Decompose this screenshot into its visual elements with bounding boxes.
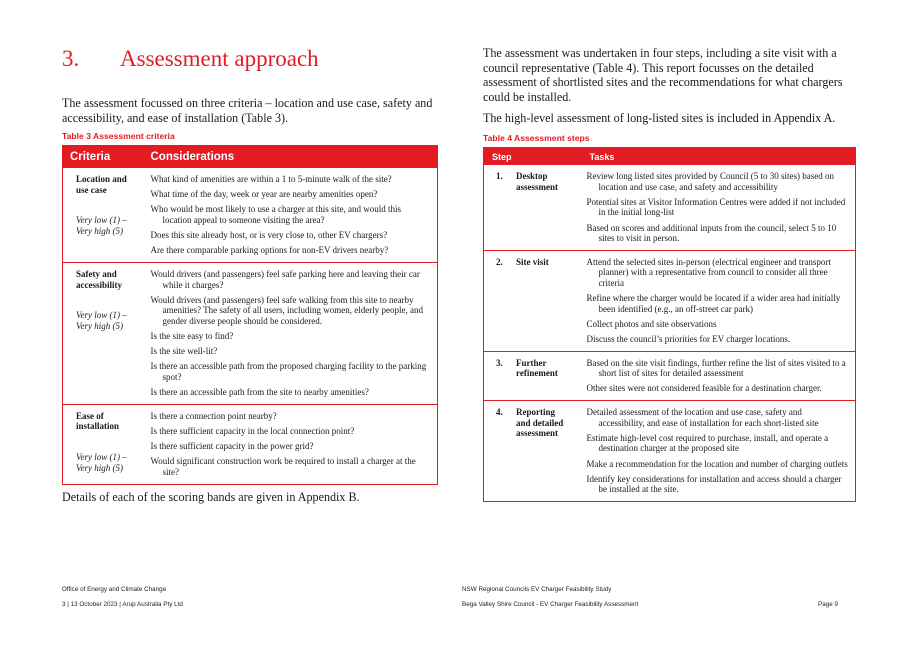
step-row-desktop — [484, 165, 856, 250]
criteria-cell — [63, 404, 144, 484]
consideration-item: What kind of amenities are within a 1 to 5-minute walk of the site? — [150, 174, 392, 184]
step-number: 3. — [496, 357, 503, 368]
tasks-cell — [582, 351, 856, 400]
consideration-item: Is there a connection point nearby? — [150, 410, 277, 421]
consideration-item: Is there sufficient capacity in the local connection point? — [150, 426, 355, 437]
step-name: Desktop assessment — [516, 171, 558, 192]
task-item: Make a recommendation for the location and number of charging outlets — [586, 458, 848, 469]
consideration-item: Does this site already host, or is very close to, other EV chargers? — [150, 230, 388, 241]
criteria-scale: Very low (1) – Very high (5) — [76, 310, 127, 331]
task-item: Potential sites at Visitor Information Centres were added if not included in the initial long-list — [586, 196, 846, 218]
section-title: Assessment approach — [120, 46, 319, 71]
table3-caption: Table 3 Assessment criteria — [62, 131, 175, 141]
criteria-row-location — [63, 168, 438, 262]
task-item: Estimate high-level cost required to purchase, install, and operate a destination charger at the proposed site — [586, 432, 829, 454]
step-cell — [484, 401, 582, 502]
step-name: Site visit — [516, 256, 549, 267]
criteria-name: Location and use case — [76, 174, 127, 195]
criteria-header: Criteria — [63, 146, 144, 169]
task-item: Based on scores and additional inputs from the council, select 5 to 10 sites to visit in person. — [586, 222, 837, 244]
criteria-name: Ease of installation — [76, 410, 120, 432]
consideration-item: Is there an accessible path from the proposed charging facility to the parking spot? — [150, 361, 427, 383]
section-number: 3. — [62, 46, 80, 71]
footer-date: 3 | 13 October 2023 | Arup Australia Pty Ltd — [62, 601, 183, 608]
criteria-scale: Very low (1) – Very high (5) — [76, 215, 127, 236]
table3-header-row — [63, 146, 438, 169]
step-cell — [484, 250, 582, 351]
tasks-cell — [582, 165, 856, 250]
step-header: Step — [484, 148, 582, 166]
page-number: Page 9 — [818, 601, 838, 608]
step-name: Further refinement — [516, 357, 558, 379]
task-item: Based on the site visit findings, further refine the list of sites visited to a short list of sites for detailed assessment — [586, 357, 846, 379]
task-item: Collect photos and site observations — [586, 318, 717, 329]
footer-client: Office of Energy and Climate Change — [62, 586, 167, 593]
step-cell — [484, 165, 582, 250]
step-cell — [484, 351, 582, 400]
criteria-row-installation — [63, 404, 438, 484]
consideration-item: Would significant construction work be required to install a charger at the site? — [150, 456, 416, 477]
consideration-item: Is the site easy to find? — [150, 331, 234, 342]
step-number: 2. — [496, 256, 503, 267]
criteria-cell — [63, 262, 144, 404]
step-name: Reporting and detailed assessment — [516, 407, 564, 439]
consideration-item: Is there sufficient capacity in the power grid? — [150, 441, 314, 452]
task-item: Discuss the council’s priorities for EV charger locations. — [586, 334, 791, 345]
task-item: Identify key considerations for installation and access should a charger be installed at the site. — [586, 473, 842, 495]
step-row-reporting — [484, 401, 856, 502]
consideration-item: Would drivers (and passengers) feel safe parking here and leaving their car while it charges? — [150, 268, 420, 290]
consideration-item: Would drivers (and passengers) feel safe walking from this site to nearby amenities? The safety of all users, including women, elderly people, and gender diverse people should be considered. — [150, 294, 424, 326]
section-heading — [62, 46, 319, 72]
step-row-site-visit — [484, 250, 856, 351]
consideration-item: Is there an accessible path from the site to nearby amenities? — [150, 387, 369, 398]
considerations-cell — [144, 262, 438, 404]
tasks-header: Tasks — [582, 148, 856, 166]
step-number: 1. — [496, 171, 503, 181]
considerations-header: Considerations — [144, 146, 438, 169]
intro-paragraph: The assessment focussed on three criteria – location and use case, safety and accessibility, and ease of installation (Table 3). — [62, 96, 433, 125]
task-item: Review long listed sites provided by Council (5 to 30 sites) based on location and use case, and safety and accessibility — [586, 171, 834, 192]
consideration-item: Who would be most likely to use a charger at this site, and would this location appeal to someone visiting the area? — [150, 204, 402, 225]
step-row-refinement — [484, 351, 856, 400]
footer-study-title: NSW Regional Councils EV Charger Feasibility Study — [462, 586, 612, 593]
assessment-steps-table — [483, 147, 856, 502]
task-item: Refine where the charger would be located if a wider area had initially been identified (e.g., an off-street car park) — [586, 293, 841, 314]
assessment-criteria-table — [62, 145, 438, 485]
criteria-scale: Very low (1) – Very high (5) — [76, 452, 127, 473]
tasks-cell — [582, 250, 856, 351]
steps-intro-paragraph: The assessment was undertaken in four steps, including a site visit with a council representative (Table 4). This report focusses on the detailed assessment of shortlisted sites and the recommendations for what chargers could be installed. — [483, 46, 843, 104]
table4-header-row — [484, 148, 856, 166]
consideration-item: Are there comparable parking options for non-EV drivers nearby? — [150, 245, 389, 256]
tasks-cell — [582, 401, 856, 502]
appendix-b-paragraph: Details of each of the scoring bands are given in Appendix B. — [62, 490, 360, 504]
task-item: Other sites were not considered feasible for a destination charger. — [586, 383, 822, 394]
considerations-cell — [144, 168, 438, 262]
consideration-item: What time of the day, week or year are nearby amenities open? — [150, 189, 378, 200]
criteria-name: Safety and accessibility — [76, 268, 122, 290]
consideration-item: Is the site well-lit? — [150, 346, 218, 357]
step-number: 4. — [496, 407, 503, 418]
criteria-cell — [63, 168, 144, 262]
considerations-cell — [144, 404, 438, 484]
table4-caption: Table 4 Assessment steps — [483, 133, 590, 143]
task-item: Detailed assessment of the location and use case, safety and accessibility, and ease of installation for each short-listed site — [586, 407, 819, 428]
footer-report-title: Bega Valley Shire Council - EV Charger Feasibility Assessment — [462, 601, 639, 608]
appendix-a-paragraph: The high-level assessment of long-listed sites is included in Appendix A. — [483, 111, 836, 125]
criteria-row-safety — [63, 262, 438, 404]
task-item: Attend the selected sites in-person (electrical engineer and transport planner) with a representative from council to consider all three criteria — [586, 256, 831, 288]
